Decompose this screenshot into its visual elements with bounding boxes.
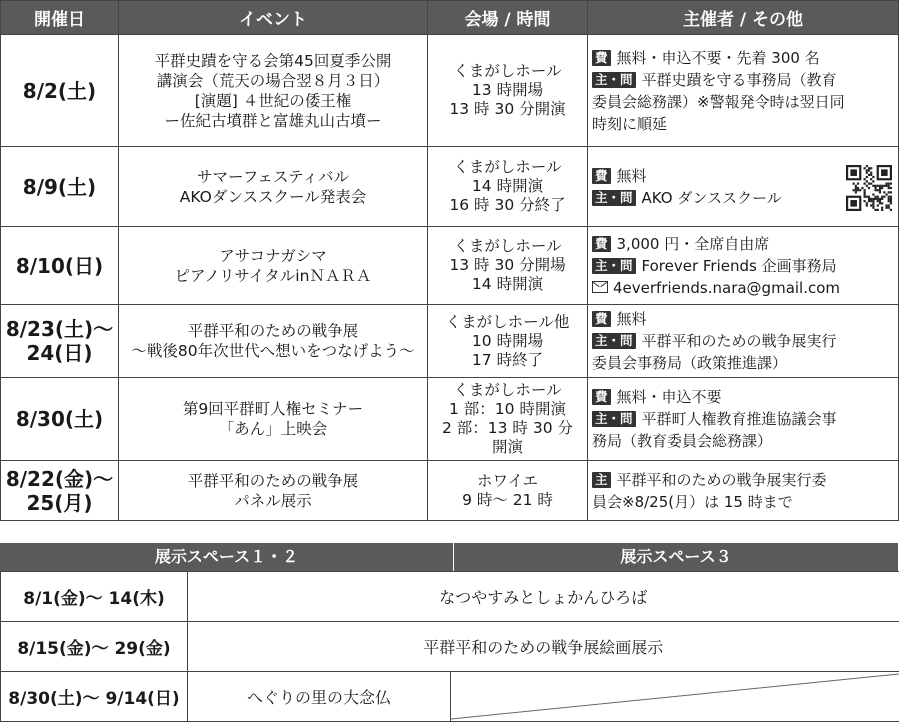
event-title-line: 平群平和のための戦争展 bbox=[187, 322, 359, 340]
exhibit-title: 平群平和のための戦争展絵画展示 bbox=[188, 622, 899, 672]
organizer-badge: 主・問 bbox=[592, 190, 636, 206]
event-venue-line: 17 時終了 bbox=[471, 350, 544, 369]
organizer-line bbox=[592, 233, 894, 255]
exhibit-empty-cell bbox=[451, 672, 899, 722]
event-organizer bbox=[588, 35, 899, 147]
event-venue-line: 開演 bbox=[491, 438, 523, 456]
fee-badge: 費 bbox=[592, 236, 611, 252]
event-venue-line: 13 時 30 分開演 bbox=[449, 100, 566, 118]
event-venue-line: 10 時開場 bbox=[471, 331, 544, 350]
exhibit-row bbox=[1, 572, 899, 622]
exhibit-space-bar bbox=[0, 543, 898, 571]
event-venue-line: くまがしホール bbox=[453, 237, 562, 255]
organizer-text: 平群平和のための戦争展実行委 bbox=[616, 470, 827, 489]
event-title bbox=[119, 35, 428, 147]
organizer-text: Forever Friends 企画事務局 bbox=[641, 256, 837, 275]
organizer-line bbox=[592, 113, 894, 135]
exhibit-title: なつやすみとしょかんひろば bbox=[188, 572, 899, 622]
organizer-line bbox=[592, 308, 894, 330]
table-header-row bbox=[1, 1, 899, 35]
event-venue-line: 13 時 30 分開場 bbox=[449, 256, 566, 274]
event-date-line: 8/23(土)～ bbox=[5, 317, 114, 341]
event-title-line: パネル展示 bbox=[234, 491, 312, 510]
header-date: 開催日 bbox=[1, 1, 119, 35]
event-venue-line: 16 時 30 分終了 bbox=[449, 196, 566, 214]
organizer-line bbox=[592, 255, 894, 277]
event-date-line: 8/10(日) bbox=[15, 253, 104, 278]
organizer-text: AKO ダンススクール bbox=[641, 188, 782, 207]
event-venue-time bbox=[428, 227, 588, 305]
event-title bbox=[119, 378, 428, 461]
fee-badge: 費 bbox=[592, 50, 611, 66]
exhibit-date: 8/1(金)～ 14(木) bbox=[1, 572, 188, 622]
organizer-text: 委員会事務局（政策推進課） bbox=[592, 354, 788, 372]
exhibit-space-1-2-label: 展示スペース１・２ bbox=[154, 547, 299, 566]
event-date bbox=[1, 227, 119, 305]
event-title-line: 「あん」上映会 bbox=[218, 420, 328, 438]
event-row bbox=[1, 35, 899, 147]
organizer-text: 務局（教育委員会総務課） bbox=[592, 432, 773, 450]
event-title-line: [演題] ４世紀の倭王権 bbox=[194, 91, 352, 110]
event-row bbox=[1, 461, 899, 521]
exhibit-date: 8/30(土)～ 9/14(日) bbox=[1, 672, 188, 722]
organizer-line bbox=[592, 430, 894, 452]
event-row bbox=[1, 227, 899, 305]
header-event: イベント bbox=[119, 1, 428, 35]
event-venue-time bbox=[428, 147, 588, 227]
event-title-line: 平群平和のための戦争展 bbox=[187, 471, 359, 490]
event-title-line: 平群史蹟を守る会第45回夏季公開 bbox=[154, 51, 392, 70]
organizer-text: 平群史蹟を守る事務局（教育 bbox=[641, 70, 837, 89]
event-title bbox=[119, 147, 428, 227]
event-title-line: アサコナガシマ bbox=[219, 246, 327, 265]
event-organizer bbox=[588, 147, 899, 227]
organizer-line bbox=[592, 408, 894, 430]
event-venue-time bbox=[428, 378, 588, 461]
organizer-line bbox=[592, 277, 894, 299]
event-organizer bbox=[588, 305, 899, 378]
event-title-line: ー佐紀古墳群と富雄丸山古墳ー bbox=[164, 111, 382, 130]
organizer-line bbox=[592, 491, 894, 513]
event-title bbox=[119, 227, 428, 305]
event-title bbox=[119, 305, 428, 378]
fee-badge: 費 bbox=[592, 389, 611, 405]
organizer-line bbox=[592, 352, 894, 374]
event-date bbox=[1, 147, 119, 227]
organizer-line bbox=[592, 47, 894, 69]
event-title-line: サマーフェスティバル bbox=[197, 167, 349, 186]
event-row bbox=[1, 147, 899, 227]
fee-badge: 費 bbox=[592, 168, 611, 184]
event-venue-line: 14 時開演 bbox=[471, 275, 544, 293]
event-title-line: ピアノリサイタルinＮＡＲＡ bbox=[174, 266, 372, 285]
event-row bbox=[1, 378, 899, 461]
organizer-text: 委員会総務課）※警報発令時は翌日同 bbox=[592, 92, 845, 111]
organizer-line bbox=[592, 91, 894, 113]
event-title-line: 第9回平群町人権セミナー bbox=[182, 400, 364, 418]
event-title-line: 講演会（荒天の場合翌８月３日） bbox=[156, 71, 390, 90]
event-title bbox=[119, 461, 428, 521]
event-venue-time bbox=[428, 305, 588, 378]
exhibit-table bbox=[0, 571, 899, 722]
event-date-line: 8/30(土) bbox=[15, 407, 104, 431]
organizer-line bbox=[592, 330, 894, 352]
event-venue-line: 9 時～ 21 時 bbox=[462, 490, 553, 509]
organizer-badge: 主 bbox=[592, 472, 611, 488]
event-date bbox=[1, 305, 119, 378]
organizer-text: 無料 bbox=[616, 310, 647, 328]
event-venue-line: くまがしホール他 bbox=[445, 312, 570, 331]
header-organizer: 主催者 / その他 bbox=[588, 1, 899, 35]
event-venue-line: 13 時開場 bbox=[471, 81, 544, 99]
fee-badge: 費 bbox=[592, 311, 611, 327]
qr-code-icon[interactable] bbox=[846, 165, 892, 211]
event-organizer bbox=[588, 227, 899, 305]
event-title-line: ～戦後80年次世代へ想いをつなげよう～ bbox=[131, 342, 415, 360]
organizer-text: 3,000 円・全席自由席 bbox=[616, 234, 770, 253]
event-venue-line: くまがしホール bbox=[453, 62, 562, 80]
organizer-text: 平群平和のための戦争展実行 bbox=[641, 332, 837, 350]
organizer-badge: 主・問 bbox=[592, 411, 636, 427]
event-date bbox=[1, 461, 119, 521]
exhibit-date: 8/15(金)～ 29(金) bbox=[1, 622, 188, 672]
event-date-line: 8/2(土) bbox=[22, 78, 97, 103]
event-venue-line: 2 部：13 時 30 分 bbox=[441, 419, 574, 437]
event-venue-line: 14 時開演 bbox=[471, 177, 544, 195]
event-date-line: 8/9(土) bbox=[22, 174, 97, 199]
event-venue-line: ホワイエ bbox=[477, 471, 538, 490]
organizer-text: 員会※8/25(月）は 15 時まで bbox=[592, 492, 793, 511]
exhibit-row bbox=[1, 672, 899, 722]
event-organizer bbox=[588, 461, 899, 521]
event-date-line: 25(月) bbox=[26, 490, 93, 515]
event-venue-line: くまがしホール bbox=[453, 381, 562, 399]
organizer-line bbox=[592, 386, 894, 408]
event-date-line: 8/22(金)～ bbox=[5, 466, 114, 491]
organizer-text: 無料 bbox=[616, 166, 647, 185]
organizer-text: 無料・申込不要・先着 300 名 bbox=[616, 48, 820, 67]
contact-email[interactable]: 4everfriends.nara@gmail.com bbox=[613, 278, 841, 297]
organizer-text: 無料・申込不要 bbox=[616, 388, 722, 406]
organizer-text: 時刻に順延 bbox=[592, 114, 668, 133]
event-venue-line: くまがしホール bbox=[453, 158, 562, 176]
mail-icon bbox=[592, 281, 608, 293]
exhibit-title: へぐりの里の大念仏 bbox=[188, 672, 451, 722]
event-venue-time bbox=[428, 35, 588, 147]
event-date-line: 24(日) bbox=[26, 341, 93, 365]
exhibit-space-3-label: 展示スペース３ bbox=[620, 547, 732, 566]
event-date bbox=[1, 378, 119, 461]
event-row bbox=[1, 305, 899, 378]
organizer-badge: 主・問 bbox=[592, 333, 636, 349]
organizer-text: 平群町人権教育推進協議会事 bbox=[641, 410, 837, 428]
empty-cell-diagonal bbox=[451, 672, 899, 721]
event-venue-time bbox=[428, 461, 588, 521]
header-venue: 会場 / 時間 bbox=[428, 1, 588, 35]
event-venue-line: 1 部：10 時開演 bbox=[449, 400, 566, 418]
organizer-badge: 主・問 bbox=[592, 258, 636, 274]
organizer-line bbox=[592, 469, 894, 491]
event-organizer bbox=[588, 378, 899, 461]
event-date bbox=[1, 35, 119, 147]
event-title-line: AKOダンススクール発表会 bbox=[179, 187, 367, 206]
exhibit-row bbox=[1, 622, 899, 672]
organizer-badge: 主・問 bbox=[592, 72, 636, 88]
organizer-line bbox=[592, 69, 894, 91]
